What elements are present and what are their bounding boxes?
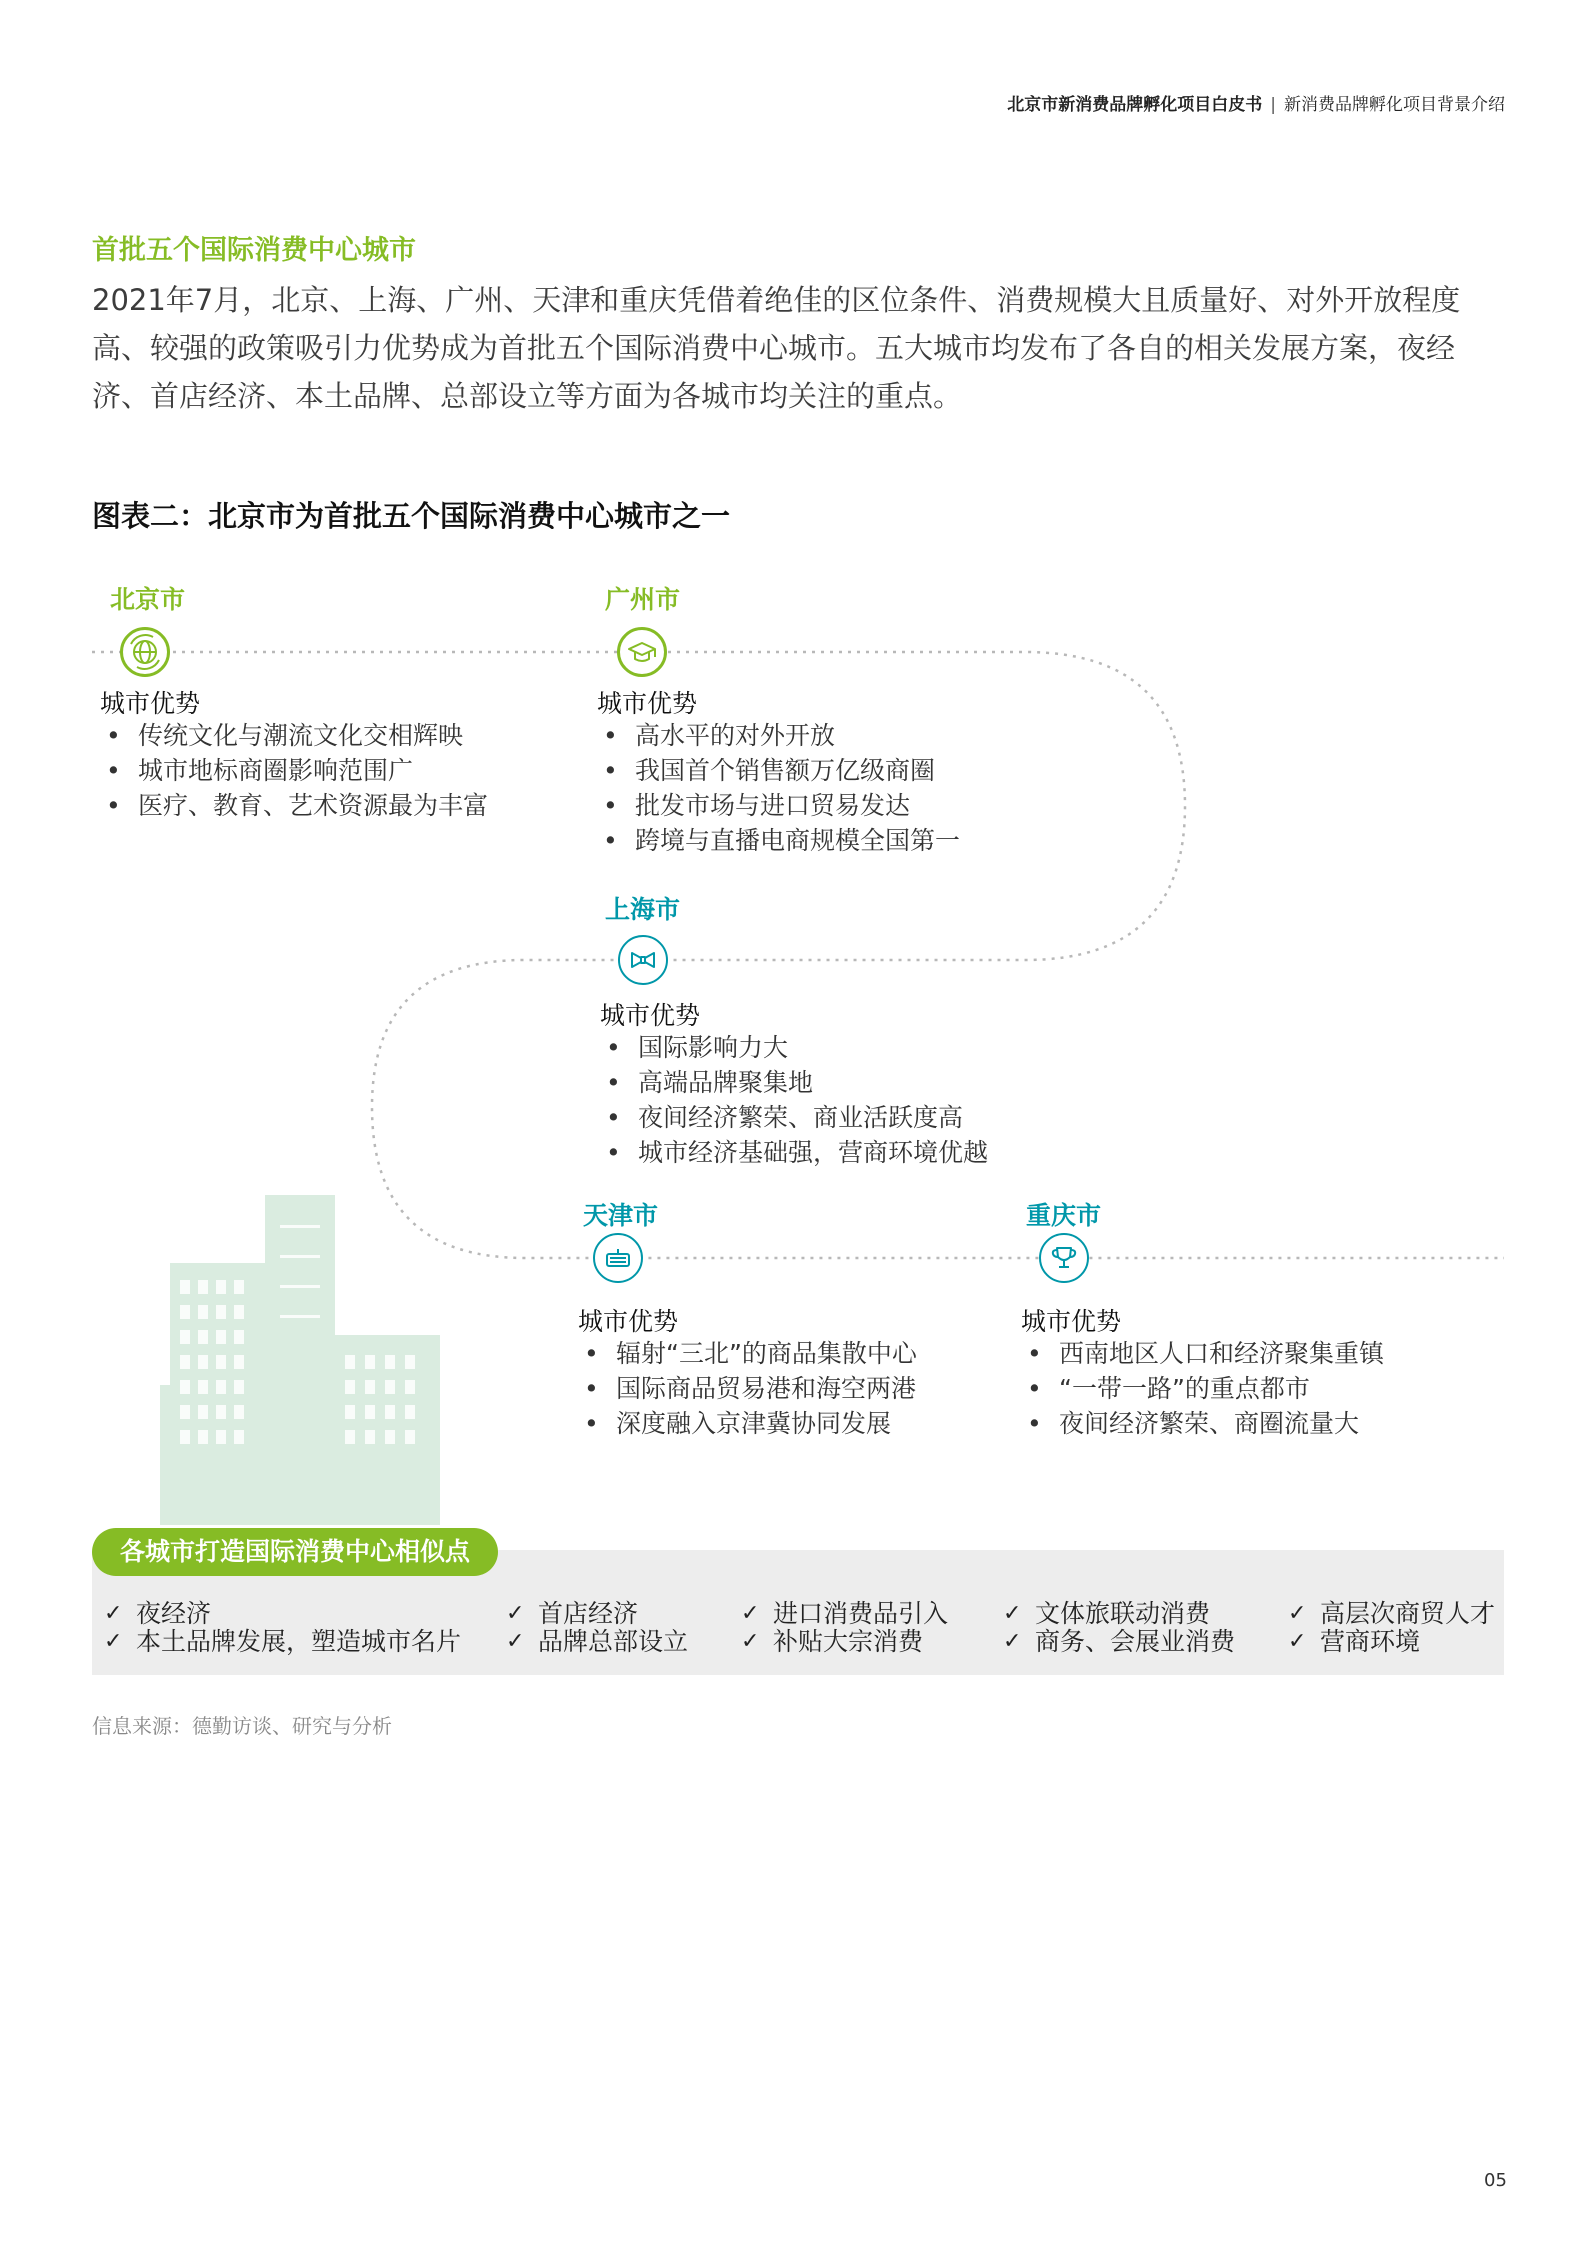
graduation-cap-icon (617, 627, 667, 677)
city-name-chongqing: 重庆市 (1026, 1201, 1102, 1230)
similarities-column (997, 1600, 1235, 1656)
check-item: ✓ 商务、会展业消费 (997, 1628, 1235, 1656)
globe-icon (120, 627, 170, 677)
list-item: • 辐射“三北”的商品集散中心 (578, 1336, 917, 1371)
check-item: ✓ 营商环境 (1282, 1628, 1495, 1656)
list-item: • 夜间经济繁荣、商圈流量大 (1021, 1406, 1384, 1441)
advantage-title: 城市优势 (100, 689, 201, 718)
page-number: 05 (1484, 2170, 1507, 2191)
list-item: • 传统文化与潮流文化交相辉映 (100, 718, 488, 753)
source-note: 信息来源：德勤访谈、研究与分析 (92, 1714, 392, 1738)
list-item: • 高端品牌聚集地 (600, 1065, 988, 1100)
similarities-column (1282, 1600, 1495, 1656)
list-item: • 跨境与直播电商规模全国第一 (597, 823, 960, 858)
section-title: 首批五个国际消费中心城市 (92, 235, 416, 266)
advantage-list-beijing (100, 718, 488, 823)
similarities-column (500, 1600, 688, 1656)
advantage-list-shanghai (600, 1030, 988, 1170)
list-item: • “一带一路”的重点都市 (1021, 1371, 1384, 1406)
advantage-title: 城市优势 (597, 689, 698, 718)
check-item: ✓ 进口消费品引入 (735, 1600, 948, 1628)
list-item: • 城市经济基础强，营商环境优越 (600, 1135, 988, 1170)
keyboard-icon (593, 1233, 643, 1283)
check-item: ✓ 首店经济 (500, 1600, 688, 1628)
list-item: • 我国首个销售额万亿级商圈 (597, 753, 960, 788)
figure-title: 图表二：北京市为首批五个国际消费中心城市之一 (92, 499, 731, 533)
similarities-column (98, 1600, 461, 1656)
check-item: ✓ 文体旅联动消费 (997, 1600, 1235, 1628)
intro-line: 高、较强的政策吸引力优势成为首批五个国际消费中心城市。五大城市均发布了各自的相关发展方案，夜经 (92, 331, 1456, 365)
header-title: 北京市新消费品牌孵化项目白皮书 (1007, 95, 1263, 115)
list-item: • 深度融入京津冀协同发展 (578, 1406, 917, 1441)
intro-line: 济、首店经济、本土品牌、总部设立等方面为各城市均关注的重点。 (92, 379, 963, 413)
list-item: • 国际商品贸易港和海空两港 (578, 1371, 917, 1406)
city-name-shanghai: 上海市 (605, 895, 681, 924)
check-item: ✓ 本土品牌发展，塑造城市名片 (98, 1628, 461, 1656)
trophy-icon (1039, 1233, 1089, 1283)
check-item: ✓ 夜经济 (98, 1600, 461, 1628)
list-item: • 国际影响力大 (600, 1030, 988, 1065)
check-item: ✓ 品牌总部设立 (500, 1628, 688, 1656)
list-item: • 高水平的对外开放 (597, 718, 960, 753)
bowtie-icon (618, 935, 668, 985)
advantage-list-chongqing (1021, 1336, 1384, 1441)
city-name-guangzhou: 广州市 (605, 585, 681, 614)
city-name-tianjin: 天津市 (583, 1201, 659, 1230)
similarities-column (735, 1600, 948, 1656)
advantage-title: 城市优势 (600, 1001, 701, 1030)
list-item: • 城市地标商圈影响范围广 (100, 753, 488, 788)
check-item: ✓ 高层次商贸人才 (1282, 1600, 1495, 1628)
advantage-list-guangzhou (597, 718, 960, 858)
list-item: • 夜间经济繁荣、商业活跃度高 (600, 1100, 988, 1135)
intro-line: 2021年7月，北京、上海、广州、天津和重庆凭借着绝佳的区位条件、消费规模大且质量好、对外开放程度 (92, 283, 1461, 317)
header-separator: | (1270, 95, 1276, 115)
list-item: • 西南地区人口和经济聚集重镇 (1021, 1336, 1384, 1371)
header-subtitle: 新消费品牌孵化项目背景介绍 (1284, 95, 1505, 115)
similarities-title: 各城市打造国际消费中心相似点 (92, 1528, 498, 1576)
advantage-title: 城市优势 (1021, 1307, 1122, 1336)
advantage-list-tianjin (578, 1336, 917, 1441)
advantage-title: 城市优势 (578, 1307, 679, 1336)
list-item: • 批发市场与进口贸易发达 (597, 788, 960, 823)
city-name-beijing: 北京市 (110, 585, 186, 614)
list-item: • 医疗、教育、艺术资源最为丰富 (100, 788, 488, 823)
check-item: ✓ 补贴大宗消费 (735, 1628, 948, 1656)
